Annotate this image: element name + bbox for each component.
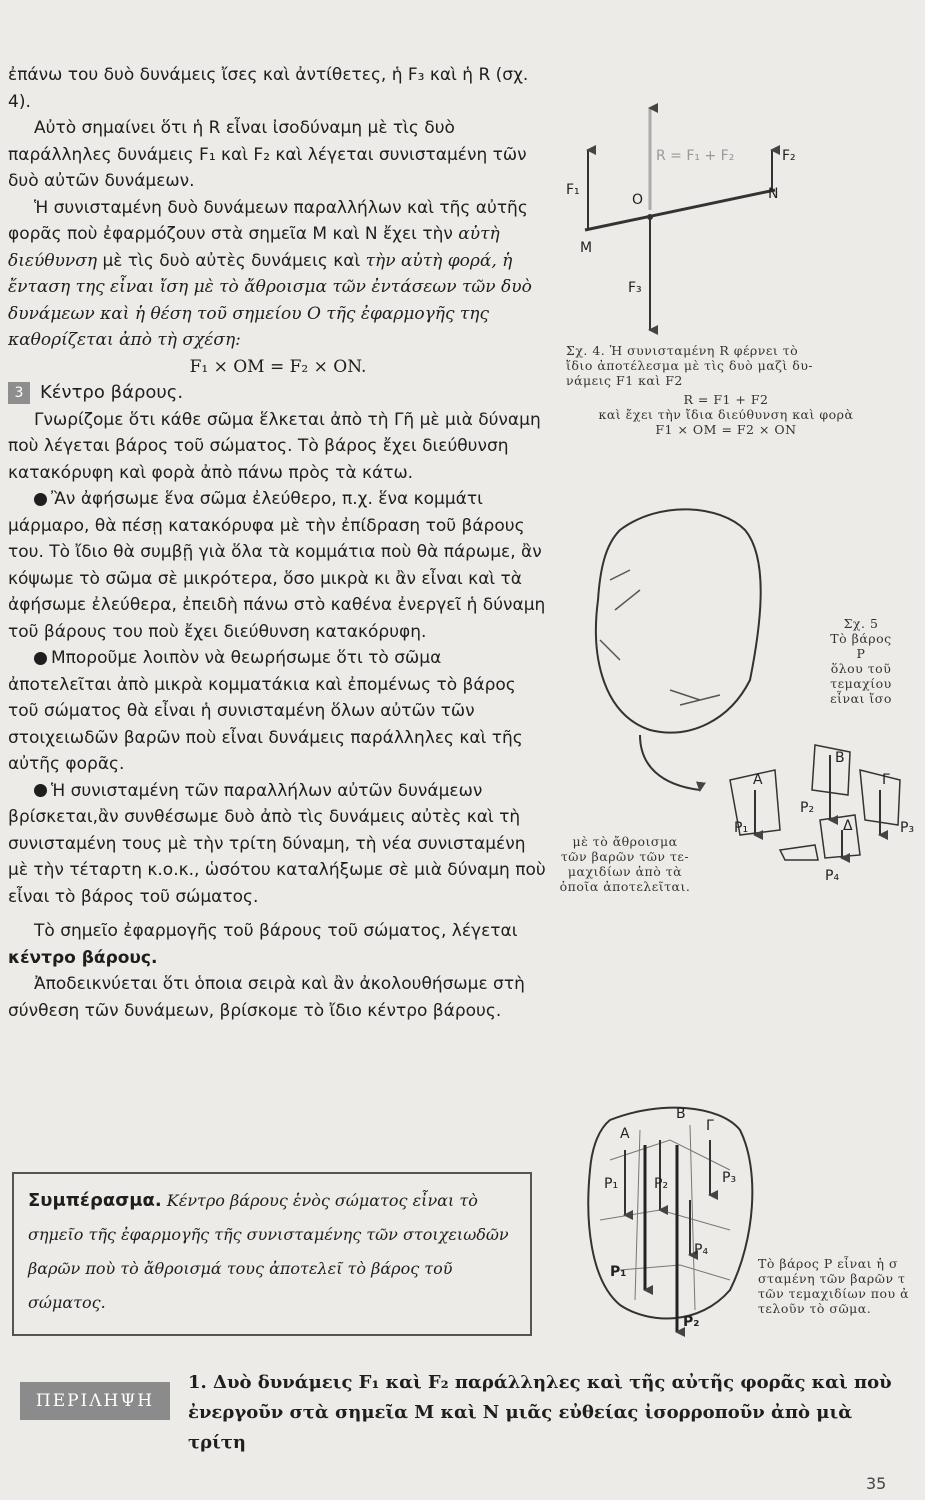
conclusion-text: Κέντρο βάρους ἑνὸς σώματος εἶναι τὸ σημεῖο τῆς ἐφαρμογῆς τῆς συνισταμένης τῶν στοιχειωδῶν βαρῶν ποὺ τὸ ἄθροισμά τους ἀποτελεῖ τὸ βάρος τοῦ σώματος. xyxy=(28,1191,509,1312)
stone-shading xyxy=(600,570,720,705)
label-p2: P₂ xyxy=(800,800,815,816)
label-p3: P₃ xyxy=(900,820,915,836)
text-span: μὲ τὶς δυὸ αὐτὲς δυνάμεις καὶ xyxy=(102,250,361,271)
paragraph xyxy=(8,195,548,354)
figure-6-caption xyxy=(758,1256,925,1316)
summary-line: 1. Δυὸ δυνάμεις F₁ καὶ F₂ παράλληλες καὶ τῆς αὐτῆς φορᾶς καὶ ποὺ xyxy=(188,1372,892,1393)
text-span: Ἡ συνισταμένη τῶν παραλλήλων αὐτῶν δυνάμεων βρίσκεται,ἂν συνθέσωμε δυὸ ἀπὸ τὶς δυνάμεις αὐτὲς καὶ τὴ συνισταμένη τους μὲ τὴν τρίτη δύναμη, τὴ νέα συνισταμένη μὲ τὴν τέταρτη κ.ο.κ., ὡσότου καταλήξωμε σὲ μιὰ δύναμη ποὺ εἶναι τὸ βάρος τοῦ σώματος. xyxy=(8,780,546,907)
label-big-p1: P₁ xyxy=(610,1264,627,1280)
paragraph xyxy=(8,645,548,778)
label-p4: P₄ xyxy=(694,1242,709,1258)
paragraph xyxy=(8,486,548,645)
paragraph: Ἀποδεικνύεται ὅτι ὁποια σειρὰ καὶ ἂν ἀκολουθήσωμε στὴ σύνθεση τῶν δυνάμεων, βρίσκομε τὸ ἴδιο κέντρο βάρους. xyxy=(8,974,525,1021)
caption-line: εἶναι ἴσο xyxy=(830,691,892,706)
figure-4-caption xyxy=(566,343,886,437)
caption-line: ὅλου τοῦ xyxy=(830,661,892,676)
label-f1: F₁ xyxy=(566,182,580,198)
summary-text xyxy=(188,1368,908,1458)
label-f3: F₃ xyxy=(628,280,642,296)
equation: F₁ × OM = F₂ × ON. xyxy=(189,356,367,377)
paragraph xyxy=(8,918,548,971)
caption-line: P xyxy=(856,646,866,661)
paragraph xyxy=(8,778,548,911)
section-title: Κέντρο βάρους. xyxy=(40,382,184,403)
caption-line: τελοῦν τὸ σῶμα. xyxy=(758,1301,872,1316)
label-p1: P₁ xyxy=(734,820,749,836)
label-p1: P₁ xyxy=(604,1176,619,1192)
label-g: Γ xyxy=(882,772,890,788)
label-big-p2: P₂ xyxy=(683,1314,700,1330)
caption-line: Τὸ βάρος P εἶναι ἡ σ xyxy=(758,1256,899,1271)
lever-bar xyxy=(585,190,775,230)
label-p4: P₄ xyxy=(825,868,840,884)
figure-4-diagram xyxy=(560,90,800,340)
section-number: 3 xyxy=(8,382,30,404)
summary-badge: ΠΕΡΙΛΗΨΗ xyxy=(20,1382,170,1420)
fragment-d xyxy=(820,815,860,858)
caption-line: τεμαχίου xyxy=(830,676,892,691)
label-m: M xyxy=(580,240,593,256)
caption-line: σταμένη τῶν βαρῶν τ xyxy=(758,1271,906,1286)
label-a: A xyxy=(620,1126,630,1142)
label-d: Δ xyxy=(843,818,853,834)
label-r: R = F₁ + F₂ xyxy=(656,148,735,164)
caption-line: τῶν τεμαχιδίων που ἀ xyxy=(758,1286,910,1301)
label-b: B xyxy=(835,750,845,766)
conclusion-title: Συμπέρασμα. xyxy=(28,1190,162,1211)
paragraph: Γνωρίζομε ὅτι κάθε σῶμα ἕλκεται ἀπὸ τὴ Γῆ μὲ μιὰ δύναμη ποὺ λέγεται βάρος τοῦ σώματος. Τὸ βάρος ἔχει διεύθυνση κατακόρυφη καὶ φορὰ ἀπὸ πάνω πρὸς τὰ κάτω. xyxy=(8,409,541,483)
paragraph: Αὐτὸ σημαίνει ὅτι ἡ R εἶναι ἰσοδύναμη μὲ τὶς δυὸ παράλληλες δυνάμεις F₁ καὶ F₂ καὶ λέγεται συνισταμένη τῶν δυὸ αὐτῶν δυνάμεων. xyxy=(8,118,527,191)
italic-span: τὴν αὐτὴ φορά, ἡ ἔνταση της εἶναι ἴση μὲ τὸ ἄθροισμα τῶν ἐντάσεων τῶν δυὸ δυνάμεων καὶ ἡ θέση τοῦ σημείου Ο τῆς ἐφαρμογῆς της καθορίζεται ἀπὸ τὴ σχέση: xyxy=(8,250,532,350)
label-p3: P₃ xyxy=(722,1170,737,1186)
bullet-icon xyxy=(34,784,47,797)
label-f2: F₂ xyxy=(782,148,796,164)
caption-line: ἴδιο ἀποτέλεσμα μὲ τὶς δυὸ μαζὶ δυ- xyxy=(566,358,814,373)
italic-span: αὐτὴ διεύθυνση xyxy=(8,224,500,271)
caption-line: Σχ. 4. Ἡ συνισταμένη R φέρνει τὸ xyxy=(566,343,799,358)
conclusion-box xyxy=(12,1172,532,1336)
paragraph: ἐπάνω του δυὸ δυνάμεις ἴσες καὶ ἀντίθετες, ἡ F₃ καὶ ἡ R (σχ. 4). xyxy=(8,65,529,112)
text-span: Τὸ σημεῖο ἐφαρμογῆς τοῦ βάρους τοῦ σώματος, λέγεται xyxy=(34,921,518,941)
label-a: A xyxy=(753,772,763,788)
stone-drawing xyxy=(596,509,761,732)
label-g: Γ xyxy=(706,1118,714,1134)
bullet-icon xyxy=(34,652,47,665)
caption-eq: F1 × OM = F2 × ON xyxy=(655,422,797,437)
caption-line: τῶν βαρῶν τῶν τε- xyxy=(560,849,690,864)
section-heading xyxy=(8,380,548,407)
label-p2: P₂ xyxy=(654,1176,669,1192)
figure-5-caption xyxy=(806,616,916,706)
fragment-p4 xyxy=(780,845,818,860)
main-text-column xyxy=(8,62,548,1024)
text-span: Ἡ συνισταμένη δυὸ δυνάμεων παραλλήλων καὶ τῆς αὐτῆς φορᾶς ποὺ ἐφαρμόζουν στὰ σημεῖα Μ καὶ Ν ἔχει τὴν xyxy=(8,197,528,244)
label-n: N xyxy=(768,186,779,202)
label-o: O xyxy=(632,192,644,208)
summary-line: ἐνεργοῦν στὰ σημεῖα Μ καὶ Ν μιᾶς εὐθείας ἰσορροποῦν ἀπὸ μιὰ τρίτη xyxy=(188,1402,853,1453)
figure-5-caption-2 xyxy=(540,834,710,894)
text-span: Ἂν ἀφήσωμε ἕνα σῶμα ἐλεύθερο, π.χ. ἕνα κομμάτι μάρμαρο, θὰ πέσῃ κατακόρυφα μὲ τὴν ἐπίδραση τοῦ βάρους του. Τὸ ἴδιο θὰ συμβῇ γιὰ ὅλα τὰ κομμάτια ποὺ θὰ πάρωμε, ἂν κόψωμε τὸ σῶμα σὲ μικρότερα, ὅσο μικρὰ κι ἂν εἶναι καὶ τὰ ἀφήσωμε ἐλεύθερα, ἐπειδὴ πάνω στὸ καθένα ἐνεργεῖ ἡ δύναμη τοῦ βάρους του ποὺ ἔχει διεύθυνση κατακόρυφη. xyxy=(8,489,546,642)
caption-line: νάμεις F1 καὶ F2 xyxy=(566,373,683,388)
text-span: Μποροῦμε λοιπὸν νὰ θεωρήσωμε ὅτι τὸ σῶμα ἀποτελεῖται ἀπὸ μικρὰ κομματάκια καὶ ἐπομένως τὸ βάρος τοῦ σώματος θὰ εἶναι ἡ συνισταμένη ὅλων αὐτῶν τῶν στοιχειωδῶν βαρῶν ποὺ εἶναι δυνάμεις παράλληλες καὶ τῆς αὐτῆς φορᾶς. xyxy=(8,648,523,774)
caption-line: Σχ. 5 xyxy=(843,616,879,631)
caption-line: καὶ ἔχει τὴν ἴδια διεύθυνση καὶ φορὰ xyxy=(598,407,854,422)
caption-line: Τὸ βάρος xyxy=(830,631,892,646)
caption-line: μαχιδίων ἀπὸ τὰ xyxy=(567,864,683,879)
page-number: 35 xyxy=(866,1474,887,1493)
label-b: B xyxy=(676,1106,686,1122)
bullet-icon xyxy=(34,493,47,506)
curved-arrow xyxy=(640,735,700,790)
point-o xyxy=(647,214,653,220)
caption-line: ὁποῖα ἀποτελεῖται. xyxy=(559,879,691,894)
figure-6-diagram xyxy=(580,1100,760,1340)
caption-line: μὲ τὸ ἄθροισμα xyxy=(572,834,678,849)
caption-eq: R = F1 + F2 xyxy=(683,392,769,407)
bold-term: κέντρο βάρους. xyxy=(8,947,158,968)
